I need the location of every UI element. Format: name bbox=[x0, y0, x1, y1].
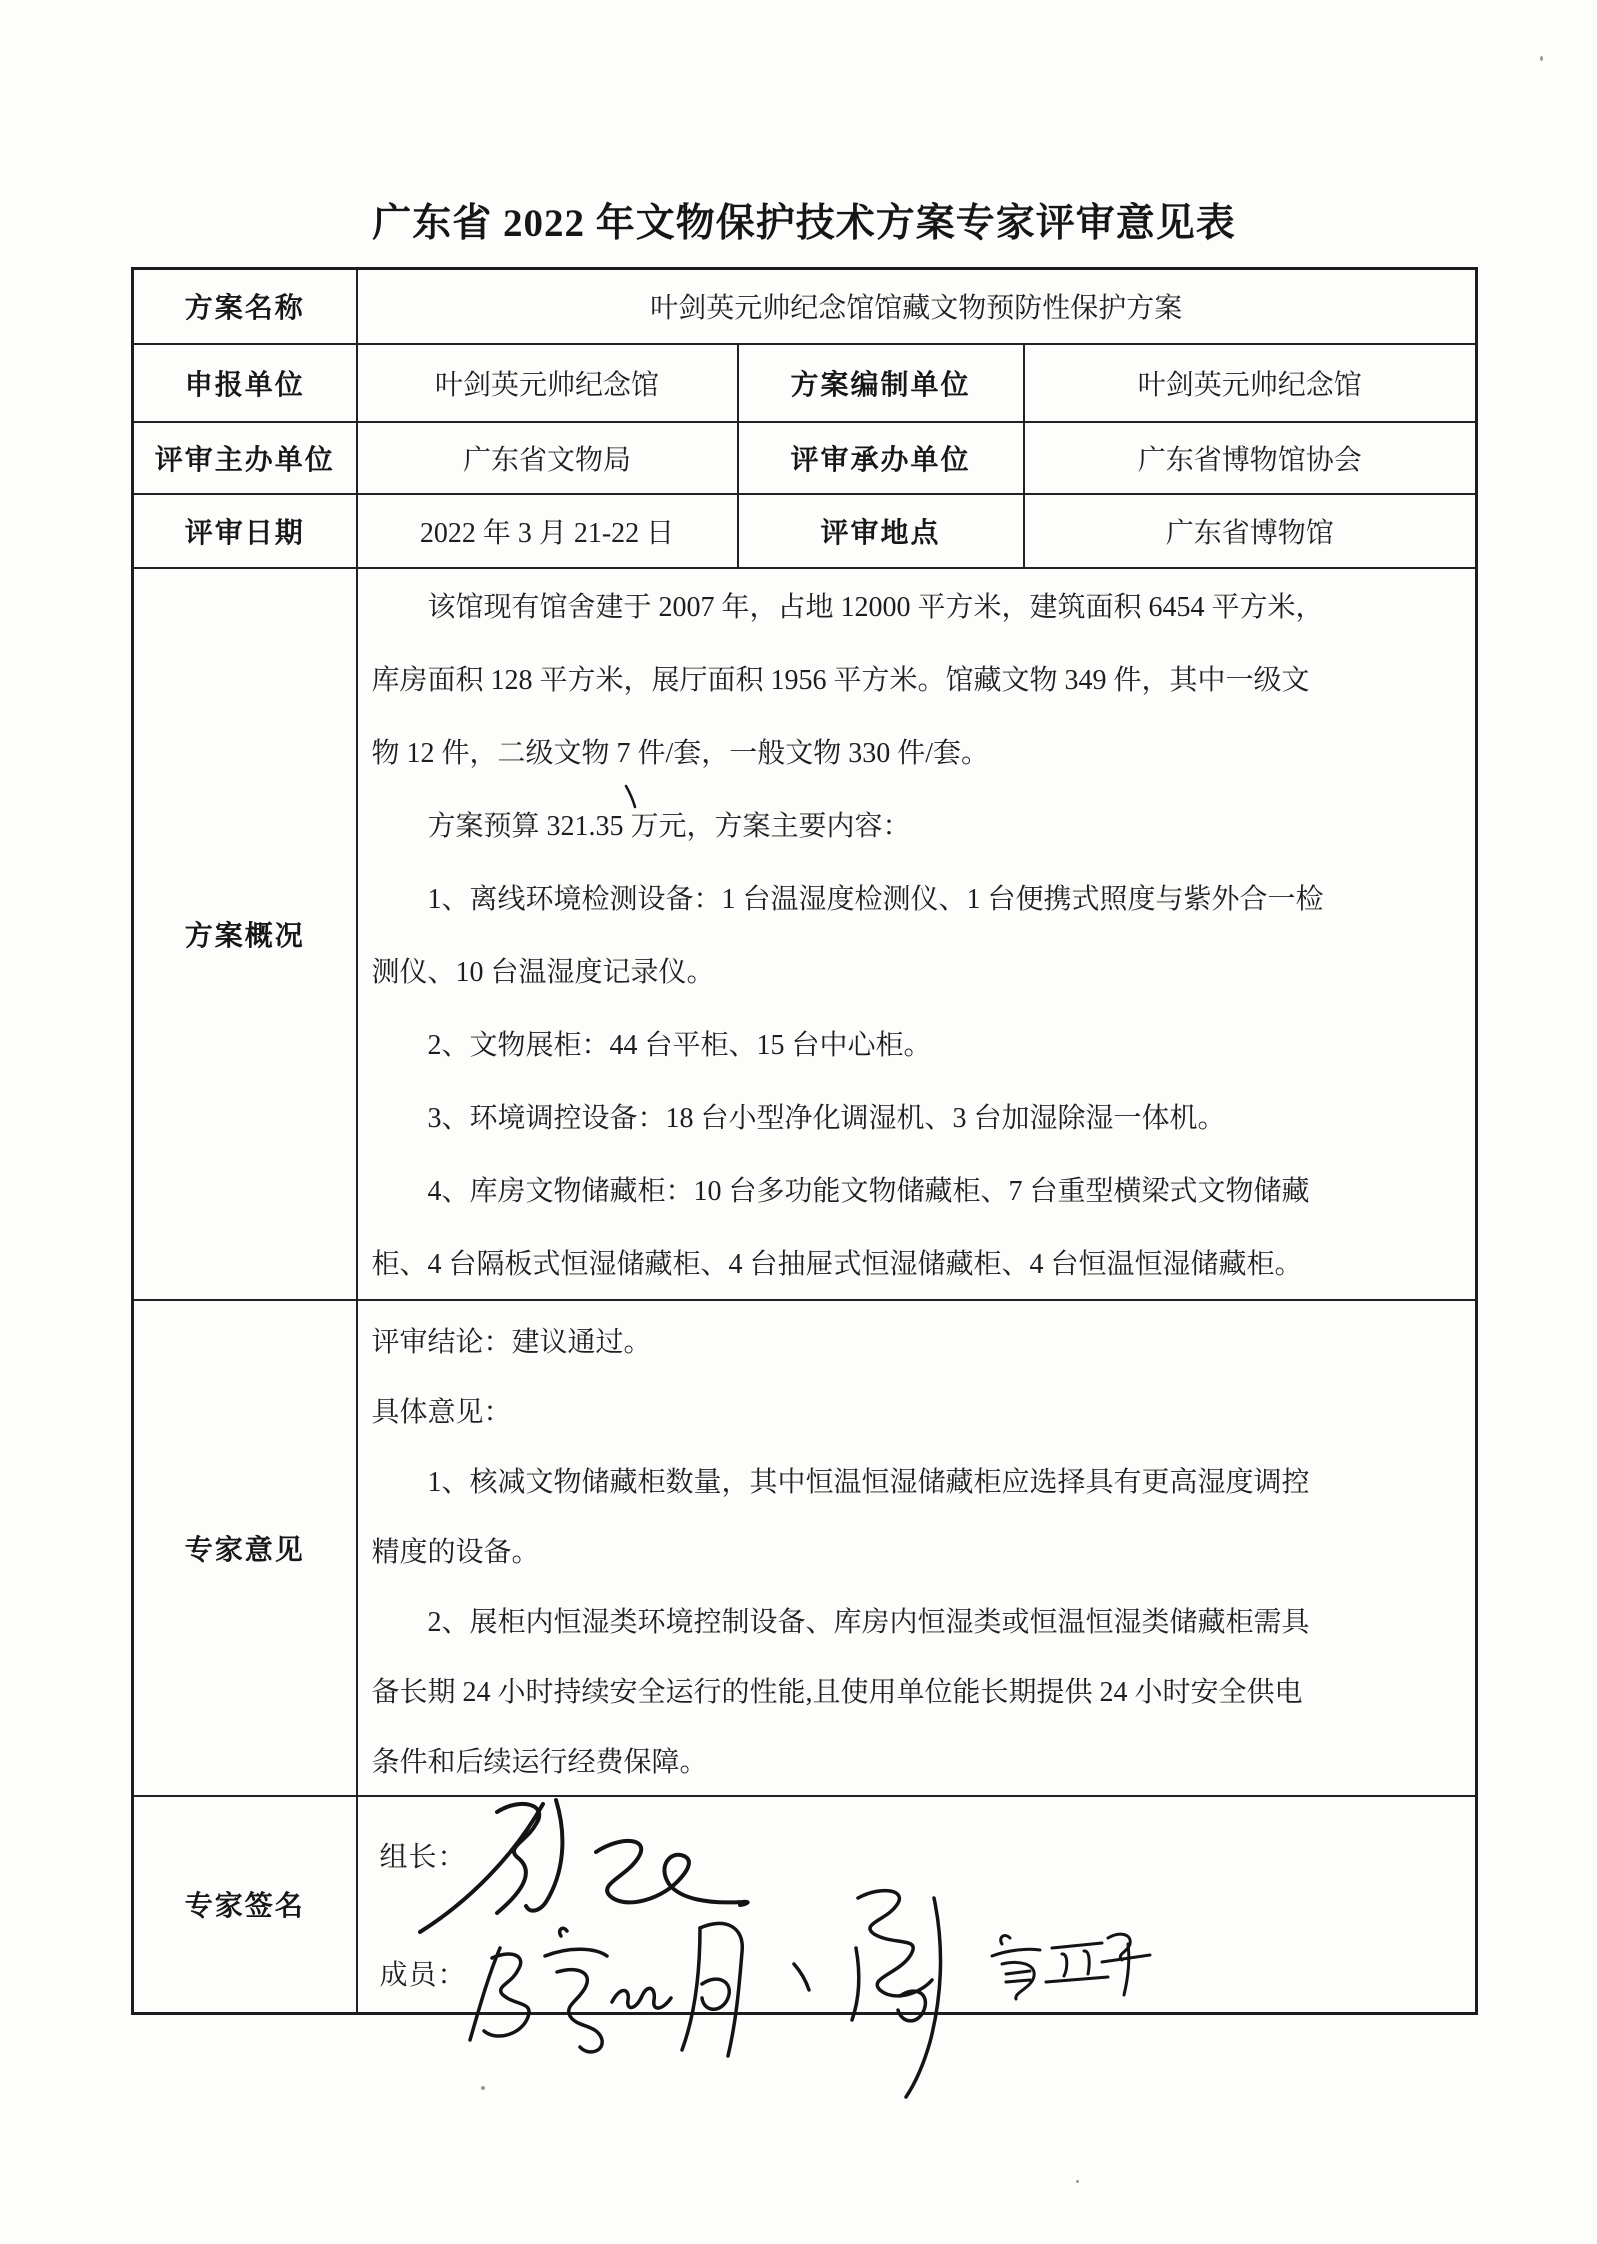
applicant-value: 叶剑英元帅纪念馆 bbox=[357, 344, 738, 422]
plan-author-value: 叶剑英元帅纪念馆 bbox=[1024, 344, 1477, 422]
expert-signature-cell bbox=[357, 1796, 1477, 2014]
plan-overview-cell bbox=[357, 568, 1477, 1300]
opinion-line: 1、核减文物储藏柜数量，其中恒温恒湿储藏柜应选择具有更高湿度调控 bbox=[371, 1466, 1310, 1498]
review-date-value: 2022 年 3 月 21-22 日 bbox=[357, 494, 738, 568]
leader-label: 组长： bbox=[379, 1841, 467, 1873]
expert-signature-label: 专家签名 bbox=[133, 1796, 357, 2014]
overview-line: 测仪、10 台温湿度记录仪。 bbox=[371, 957, 715, 988]
expert-opinion-label: 专家意见 bbox=[133, 1300, 357, 1796]
review-organizer-label: 评审承办单位 bbox=[738, 422, 1024, 494]
scan-speck bbox=[1076, 2180, 1079, 2183]
expert-opinion-text bbox=[358, 1301, 1476, 1795]
overview-line: 该馆现有馆舍建于 2007 年，占地 12000 平方米，建筑面积 6454 平方米， bbox=[371, 592, 1324, 623]
expert-opinion-cell bbox=[357, 1300, 1477, 1796]
overview-line: 物 12 件，二级文物 7 件/套，一般文物 330 件/套。 bbox=[371, 738, 990, 769]
member-label: 成员： bbox=[379, 1959, 467, 1991]
review-host-value: 广东省文物局 bbox=[357, 422, 738, 494]
plan-name-label: 方案名称 bbox=[133, 269, 357, 344]
plan-name-value: 叶剑英元帅纪念馆馆藏文物预防性保护方案 bbox=[357, 269, 1477, 344]
review-date-label: 评审日期 bbox=[133, 494, 357, 568]
table-row bbox=[133, 1796, 1477, 2014]
page-title: 广东省 2022 年文物保护技术方案专家评审意见表 bbox=[372, 202, 1236, 245]
review-location-label: 评审地点 bbox=[738, 494, 1024, 568]
plan-overview-text bbox=[358, 569, 1476, 1299]
opinion-line: 2、展柜内恒湿类环境控制设备、库房内恒湿类或恒温恒湿类储藏柜需具 bbox=[371, 1606, 1310, 1638]
overview-line: 3、环境调控设备：18 台小型净化调湿机、3 台加湿除湿一体机。 bbox=[371, 1103, 1226, 1134]
opinion-line: 具体意见： bbox=[371, 1396, 512, 1428]
scan-speck bbox=[481, 2086, 485, 2090]
review-form-table bbox=[131, 267, 1478, 2015]
overview-line: 4、库房文物储藏柜：10 台多功能文物储藏柜、7 台重型横梁式文物储藏 bbox=[371, 1176, 1310, 1207]
opinion-line: 评审结论：建议通过。 bbox=[371, 1326, 652, 1358]
overview-line: 1、离线环境检测设备：1 台温湿度检测仪、1 台便携式照度与紫外合一检 bbox=[371, 884, 1324, 915]
table-row bbox=[133, 1300, 1477, 1796]
table-row bbox=[133, 269, 1477, 344]
opinion-line: 条件和后续运行经费保障。 bbox=[371, 1746, 708, 1778]
table-row bbox=[133, 494, 1477, 568]
opinion-line: 备长期 24 小时持续安全运行的性能,且使用单位能长期提供 24 小时安全供电 bbox=[371, 1676, 1303, 1708]
overview-line: 2、文物展柜：44 台平柜、15 台中心柜。 bbox=[371, 1030, 932, 1061]
table-row bbox=[133, 344, 1477, 422]
applicant-label: 申报单位 bbox=[133, 344, 357, 422]
table-row bbox=[133, 422, 1477, 494]
review-host-label: 评审主办单位 bbox=[133, 422, 357, 494]
plan-author-label: 方案编制单位 bbox=[738, 344, 1024, 422]
table-row bbox=[133, 568, 1477, 1300]
overview-line: 方案预算 321.35 万元，方案主要内容： bbox=[371, 811, 911, 842]
overview-line: 库房面积 128 平方米，展厅面积 1956 平方米。馆藏文物 349 件，其中一级文 bbox=[371, 665, 1310, 696]
review-location-value: 广东省博物馆 bbox=[1024, 494, 1477, 568]
scan-speck bbox=[1540, 56, 1543, 61]
opinion-line: 精度的设备。 bbox=[371, 1536, 540, 1568]
plan-overview-label: 方案概况 bbox=[133, 568, 357, 1300]
review-organizer-value: 广东省博物馆协会 bbox=[1024, 422, 1477, 494]
overview-line: 柜、4 台隔板式恒湿储藏柜、4 台抽屉式恒湿储藏柜、4 台恒温恒湿储藏柜。 bbox=[371, 1249, 1303, 1280]
